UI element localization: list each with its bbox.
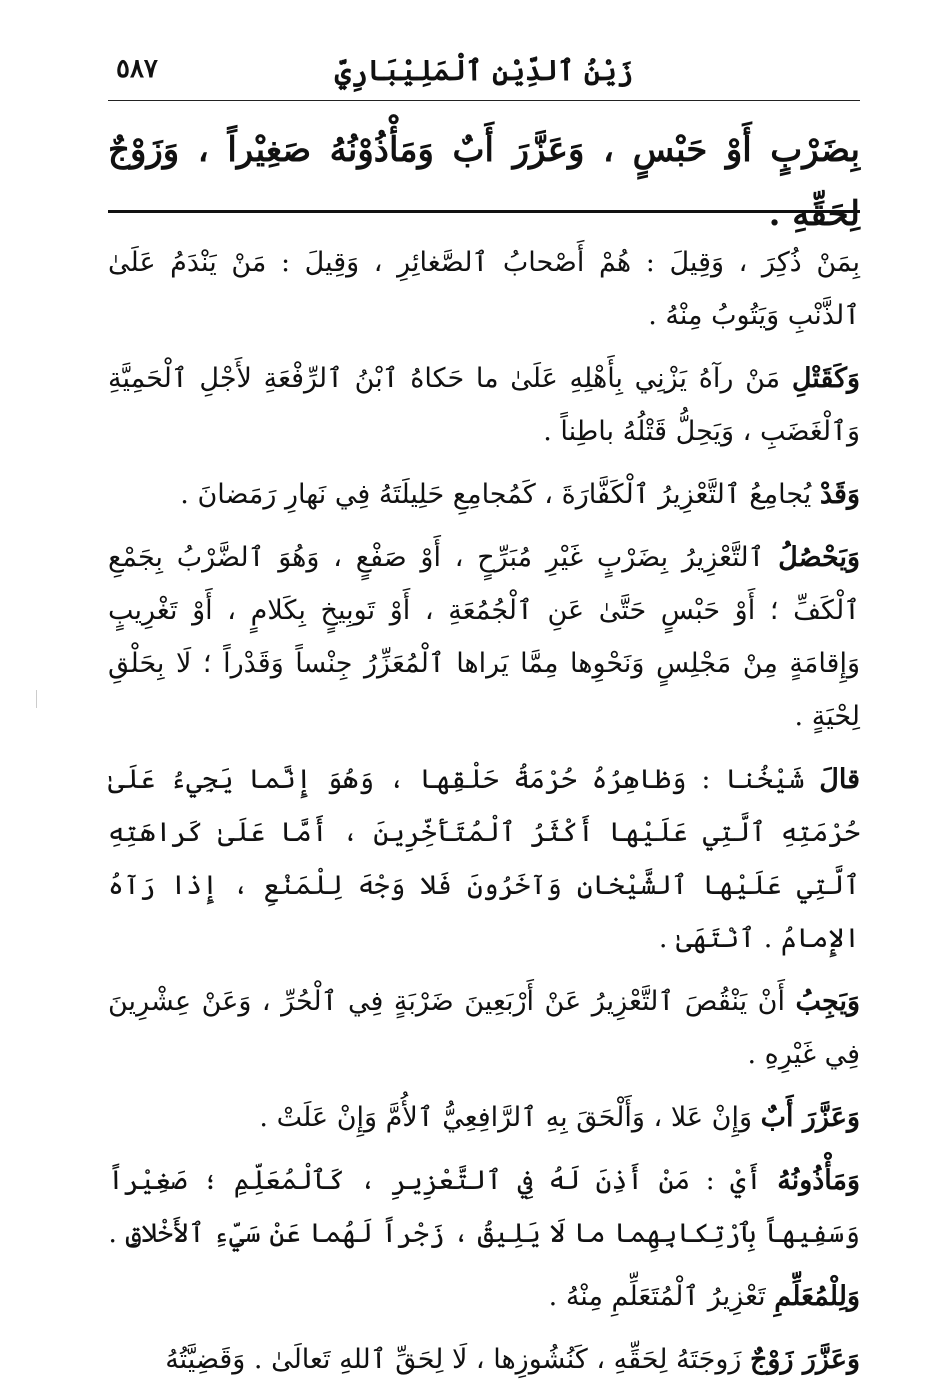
- paragraph-text: ٱلتَّعْزِيرُ بِضَرْبٍ غَيْرِ مُبَرِّحٍ ، أَوْ صَفْعٍ ، وَهُوَ ٱلضَّرْبُ بِجَمْعِ ٱلْكَفِّ ؛ أَوْ حَبْسٍ حَتَّىٰ عَنِ ٱلْجُمُعَةِ ، أَوْ تَوبِيخٍ بِكَلامٍ ، أَوْ تَغْرِيبٍ وَإِقامَةٍ مِنْ مَجْلِسٍ وَنَحْوِها مِمَّا يَراها ٱلْمُعَزِّرُ جِنْساً وَقَدْراً ؛ لَا بِحَلْقِ لِحْيَةٍ .: [108, 542, 860, 732]
- paragraph-text: شَيْخُنا : وَظاهِرُهُ حُرْمَةُ حَلْقِها ، وَهُوَ إِنَّما يَجِيءُ عَلَىٰ حُرْمَتِهِ ٱلَّتِي عَلَيْها أَكْثَرُ ٱلْمُتَأَخِّرِينَ ، أَمَّا عَلَىٰ كَراهَتِهِ ٱلَّتِي عَلَيْها ٱلشَّيْخانِ وَآخَرُونَ فَلا وَجْهَ لِلْمَنْعِ ، إِذا رَآهُ الإِمامُ . ٱنْتَهَىٰ .: [108, 764, 860, 954]
- paragraph-text: وَإِنْ عَلا ، وَأَلْحَقَ بِهِ ٱلرَّافِعِيُّ ٱلأُمَّ وَإِنْ عَلَتْ .: [259, 1102, 761, 1133]
- paragraph: [108, 1333, 860, 1386]
- paragraph-text: زَوجَتَهُ لِحَقِّهِ ، كَنُشُوزِها ، لَا لِحَقِّ ٱللهِ تَعالَىٰ . وَقَضِيَّتُهُ: [165, 1344, 750, 1375]
- paragraph-text: يُجامِعُ ٱلتَّعْزِيرُ ٱلْكَفَّارَةَ ، كَمُجامِعِ حَلِيلَتَهُ فِي نَهارِ رَمَضانَ .: [180, 479, 820, 510]
- margin-mark: [36, 690, 37, 708]
- paragraph-lead: وَيَحْصُلُ: [778, 542, 860, 573]
- paragraph-text: أَنْ يَنْقُصَ ٱلتَّعْزِيرُ عَنْ أَرْبَعِينَ ضَرْبَةٍ فِي ٱلْحُرِّ ، وَعَنْ عِشْرِينَ فِي غَيْرِهِ .: [108, 986, 860, 1070]
- paragraph-lead: وَكَقَتْلِ: [791, 363, 860, 394]
- running-header: [110, 48, 858, 100]
- paragraph-text: أَيْ : مَنْ أَذِنَ لَهُ فِي ٱلتَّعْزِيرِ ، كَٱلْمُعَلِّمِ ؛ صَغِيْراً وَسَفِيهاً بِٱرْتِكابِهِما ما لَا يَلِيقُ ، زَجْراً لَهُما عَنْ سَيِّءِ ٱلأَخْلاقِ .: [108, 1165, 860, 1249]
- matn-text: بِضَرْبٍ أَوْ حَبْسٍ ، وَعَزَّرَ أَبٌ وَمَأْذُوْنُهُ صَغِيْراً ، وَزَوْجٌ لِحَقِّهِ .: [108, 130, 860, 234]
- paragraph-lead: قالَ: [819, 764, 860, 795]
- paragraph-text: تَعْزِيرُ ٱلْمُتَعَلِّمِ مِنْهُ .: [548, 1281, 775, 1312]
- paragraph: [108, 468, 860, 521]
- paragraph-lead: وَمَأْذُونُهُ: [777, 1165, 860, 1196]
- paragraph: [108, 1270, 860, 1323]
- paragraph-text: مَنْ رآهُ يَزْنِي بِأَهْلِهِ عَلَىٰ ما حَكاهُ ٱبْنُ ٱلرِّفْعَةِ لأَجْلِ ٱلْحَمِيَّةِ وَٱلْغَضَبِ ، وَيَحِلُّ قَتْلُهُ باطِناً .: [108, 363, 860, 447]
- matn-divider: [108, 210, 860, 213]
- paragraph-lead: وَعَزَّرَ أَبٌ: [760, 1102, 860, 1133]
- paragraph: [108, 753, 860, 965]
- page-number: ٥٨٧: [116, 54, 158, 84]
- paragraph-text: بِمَنْ ذُكِرَ ، وَقِيلَ : هُمْ أَصْحابُ ٱلصَّغائِرِ ، وَقِيلَ : مَنْ يَنْدَمُ عَلَىٰ ٱلذَّنْبِ وَيَتُوبُ مِنْهُ .: [108, 247, 860, 331]
- paragraph: [108, 236, 860, 342]
- paragraph-lead: وَلِلْمُعَلِّمِ: [774, 1281, 860, 1312]
- running-title: زَيْنُ ٱلدِّيْنِ ٱلْمَلِيْبَارِيّ: [334, 54, 634, 87]
- commentary-text: [108, 236, 860, 1396]
- header-divider: [108, 100, 860, 101]
- paragraph-lead: وَيَجِبُ: [795, 986, 860, 1017]
- paragraph: [108, 1091, 860, 1144]
- paragraph-lead: وَعَزَّرَ زَوْجٌ: [750, 1344, 860, 1375]
- paragraph: [108, 531, 860, 743]
- paragraph: [108, 975, 860, 1081]
- paragraph: [108, 1154, 860, 1260]
- paragraph-lead: وَقَدْ: [819, 479, 860, 510]
- paragraph: [108, 352, 860, 458]
